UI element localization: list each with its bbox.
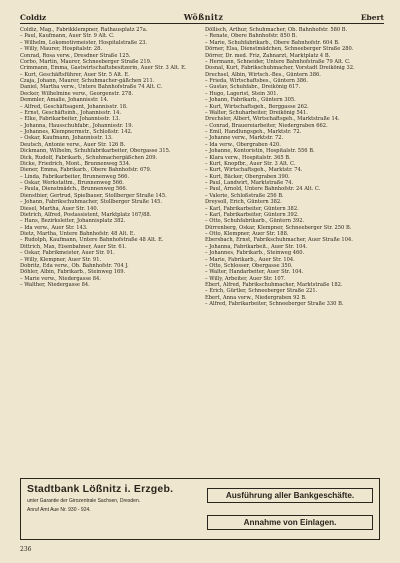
header-town-name: Wößnitz [183, 12, 224, 22]
directory-entry: – Linda, Fabrikarbeiter, Brunnenweg 566. [20, 173, 130, 180]
directory-entry: – Kurt, Wirtschaftsgeh., Marktstr. 74. [205, 167, 303, 174]
directory-entry: – Ida verw., Obergraben 420. [205, 141, 281, 148]
ad-guarantee-line: unter Garantie der Girozentrale Sachsen, Dresden. [27, 498, 141, 504]
directory-entry: – Marie verw., Niedergasse 84. [20, 275, 101, 282]
directory-entry: – Erich, Gürtler, Schneeberger Straße 221. [205, 288, 318, 295]
directory-entry: Diesel, Martha, Auer Str. 140. [20, 205, 99, 212]
directory-entry: – Walter, Handarbeiter, Auer Str. 104. [205, 269, 304, 276]
directory-entry: – Kurt, Wirtschaftsgeh., Berggasse 262. [205, 103, 309, 110]
header-right-keyword: Ebert [360, 13, 384, 22]
directory-entry: – Paul, Kaufmann, Auer Str. 9 Alt. C. [20, 33, 115, 40]
ad-bank-name: Stadtbank Lößnitz i. Erzgeb. [27, 483, 174, 495]
page-header [20, 12, 384, 24]
directory-entry: Dicke, Friedrich, Mont., Brunnenweg 534. [20, 160, 131, 167]
directory-entry: – Walther, Niedergasse 84. [20, 282, 90, 288]
directory-entry: – Johannes, Klempnermstr., Schloßstr. 142. [20, 129, 133, 135]
directory-entry: – Walter, Schuharbeiter, Dreikönig 541. [205, 109, 308, 116]
directory-entry: – Oskar, Werkstattm., Brunnenweg 566. [20, 180, 124, 186]
directory-entry: – Johanne verw., Marktstr. 72. [205, 135, 284, 142]
directory-entry: – Hermann, Schneider, Untere Bahnhofstraße 79 Alt. C. [205, 58, 351, 65]
directory-entry: Döhler, Albin, Fabrikarb., Steinweg 169. [20, 269, 126, 276]
directory-entry: – Paula, Dienstmädch., Brunnenweg 566. [20, 186, 128, 193]
directory-entry: – Otto, Schlosser, Obergasse 350. [205, 262, 293, 269]
directory-entry: Deutsch, Antonie verw., Auer Str. 126 B. [20, 141, 126, 148]
directory-entry: – Klara verw., Hospitalstr. 365 B. [205, 154, 291, 161]
directory-entry: Drechsler, Albert, Wirtschaftsgeh., Marktstraße 14. [205, 116, 340, 123]
directory-entry: – Otto, Schuhfabrikarb., Güntern 392. [205, 218, 305, 225]
ad-services-line: Ausführung aller Bankgeschäfte. [207, 488, 373, 503]
directory-entry: – Johann, Fabrikarb., Güntern 305. [205, 97, 296, 104]
directory-entry: Dietz, Martha, Untere Bahnhofstr. 48 Alt. E. [20, 231, 136, 237]
directory-entry: Czaja, Johann, Maurer, Schuhmacher-gäßchen 211. [20, 78, 155, 84]
directory-entry: – Johann, Fabrikschuhmacher, Stollberger Straße 145. [20, 199, 163, 206]
directory-entry: – Johannes, Fabrikarb., Steinweg 460. [205, 250, 305, 257]
directory-entry: – Johanne, Kontoristin, Hospitalstr. 556 B. [205, 148, 315, 155]
directory-entry: – Alfred, Fabrikarbeiter, Schneeberger Straße 330 B. [205, 301, 344, 308]
directory-entry: – Karl, Fabrikarbeiter, Güntern 392. [205, 211, 299, 218]
directory-entry: Dittrich, Max, Eisenbahner, Auer Str. 61. [20, 243, 127, 250]
directory-entry: Ebert, Alfred, Fabrikschuhmacher, Marktstraße 182. [205, 282, 343, 288]
left-column [20, 27, 197, 308]
directory-entry: – Conrad, Brauereiarbeiter, Niedergraben 662. [205, 122, 328, 129]
directory-entry: – Willy, Maurer, Hospitalstr. 28. [20, 46, 103, 53]
directory-entry: – Kurt, Bäcker, Obergraben 390. [205, 173, 290, 180]
directory-entry: – Emil, Handlungsgeh., Marktstr. 72. [205, 129, 302, 135]
directory-entry: Dienstbier, Gertrud, Spielbauer, Stollberger Straße 145. [20, 192, 167, 199]
directory-entry: – Frieda, Wirtschaftsbes., Güntern 386. [205, 78, 308, 84]
directory-entry: Ebert, Anna verw., Niedergraben 92 B. [205, 294, 307, 301]
directory-entry: – Rudolph, Kaufmann, Untere Bahnhofstraße 48 Alt. E. [20, 237, 164, 244]
ad-phone-line: Anruf Amt Aue Nr. 930 - 924. [27, 507, 91, 513]
directory-entry: – Valerie, Schloßstraße 256 B. [205, 192, 284, 199]
directory-entry: – Wilhelm, Lokomotivmeister, Hospitalstraße 23. [20, 39, 148, 46]
directory-entry: Conrad, Rosa verw., Dresdner Straße 125. [20, 52, 131, 59]
bank-advertisement [20, 478, 380, 540]
directory-entry: Ebersbach, Ernst, Fabrikschuhmacher, Auer Straße 104. [205, 237, 353, 244]
directory-entry: – Alfred, Geschäftsagent, Johannisstr. 18. [20, 103, 128, 110]
directory-entry: Diener, Emma, Fabrikarb., Obere Bahnhofstr. 679. [20, 167, 152, 174]
directory-entry: – Hugo, Lagerist, Stein 301. [205, 90, 279, 97]
directory-entry: – Elke, Fabrikarbeiter, Johannisstr. 13. [20, 116, 121, 123]
directory-entry: – Karl, Fabrikarbeiter, Güntern 382. [205, 205, 299, 212]
directory-entry: – Paul, Arnold, Untere Bahnhofstr. 24 Alt. C. [205, 186, 321, 193]
directory-entry: Crimmann, Emma, Gastwirtschaftsbesitzerin, Auer Str. 3 Alt. E. [20, 65, 187, 72]
directory-entry: Dosnal, Kurt, Fabrikschuhmacher, Vorstadt Dreikönig 32. [205, 65, 355, 72]
directory-entry: Corbo, Martin, Maurer, Schneeberger Straße 219. [20, 58, 152, 65]
directory-entry: Dietrich, Alfred, Postassistent, Marktplatz 167/88. [20, 211, 152, 218]
directory-entry: Drechsel, Albin, Wirtsch.-Bes., Güntern 386. [205, 71, 321, 78]
directory-entry: Demmler, Amalie, Johannisstr. 14. [20, 97, 109, 104]
directory-entry: Dreysoll, Erich, Güntern 382. [205, 199, 282, 206]
directory-entry: – Marie, Fabrikarb., Auer Str. 104. [205, 256, 295, 263]
directory-entry: Coldiz, Mag., Fabrikklempner, Rathausplatz 27a. [20, 27, 148, 33]
directory-entry: – Oskar, Kaufmann, Johannisstr. 13. [20, 135, 113, 142]
directory-entry: – Willy, Arbeiter, Auer Str. 107. [205, 275, 286, 282]
directory-entry: – Kurt, Knopfbr., Auer Str. 3 Alt. C. [205, 160, 296, 167]
directory-entry: – Otto, Klempner, Auer Str. 188. [205, 231, 289, 237]
directory-entry: Dobritz, Eda verw., Ob. Bahnhofstr. 704 J. [20, 262, 129, 269]
right-column [205, 27, 382, 308]
directory-columns [20, 27, 382, 308]
directory-entry: – Hans, Bezirksleiter, Johannisplatz 382. [20, 218, 126, 225]
directory-entry: – Paul, Landwirt, Marktstraße 74. [205, 180, 294, 186]
directory-entry: – Ernst, Geschäftsinh., Johannisstr. 14. [20, 109, 121, 116]
ad-deposits-line: Annahme von Einlagen. [207, 515, 373, 530]
header-left-keyword: Coldiz [20, 13, 47, 22]
directory-entry: – Johanna, Hausschuhfabr., Johannisstr. 19. [20, 122, 134, 129]
directory-entry: – Renate, Obere Bahnhofstr. 850 B. [205, 33, 298, 40]
page-number: 236 [20, 546, 32, 553]
ad-left-panel [21, 479, 201, 539]
directory-entry: – Ida verw., Auer Str. 143. [20, 224, 88, 231]
directory-entry: Dürrenberg, Oskar, Klempner, Schneeberger Str. 250 B. [205, 224, 352, 231]
directory-entry: – Kurt, Geschäftsführer, Auer Str. 5 Alt. E. [20, 71, 130, 78]
directory-entry: – Johanna, Fabrikarbeit., Auer Str. 104. [205, 243, 308, 250]
ad-right-panel [201, 479, 379, 539]
directory-entry: Daniel, Martha verw., Untere Bahnhofstraße 74 Alt. C. [20, 84, 163, 91]
directory-entry: – Willy, Klempner, Auer Str. 91. [20, 256, 102, 263]
directory-entry: – Gustav, Schuhfabr., Dreikönig 617. [205, 84, 301, 91]
directory-entry: Dickmann, Wilhelm, Schuhfabrikarbeiter, Obergasse 315. [20, 148, 171, 155]
directory-entry: – Oskar, Fabrikmeister, Auer Str. 91. [20, 250, 115, 257]
directory-entry: Decker, Wilhelmine verw., Georgenstr. 278. [20, 90, 134, 97]
directory-entry: Dick, Rudolf, Fabrikarb., Schuhmachergäßchen 209. [20, 154, 158, 161]
directory-entry: – Marie, Schuhfabrikarb., Obere Bahnhofstr. 604 B. [205, 39, 340, 46]
directory-entry: Döllisch, Arthur, Schuhmacher, Ob. Bahnhofstr. 580 B. [205, 27, 348, 33]
directory-entry: Dörner, Elsa, Dienstmädchen, Schneeberger Straße 280. [205, 46, 354, 53]
directory-entry: Dörrer, Dr. med. Friz, Zahnarzt, Marktplatz 4 B. [205, 52, 331, 59]
